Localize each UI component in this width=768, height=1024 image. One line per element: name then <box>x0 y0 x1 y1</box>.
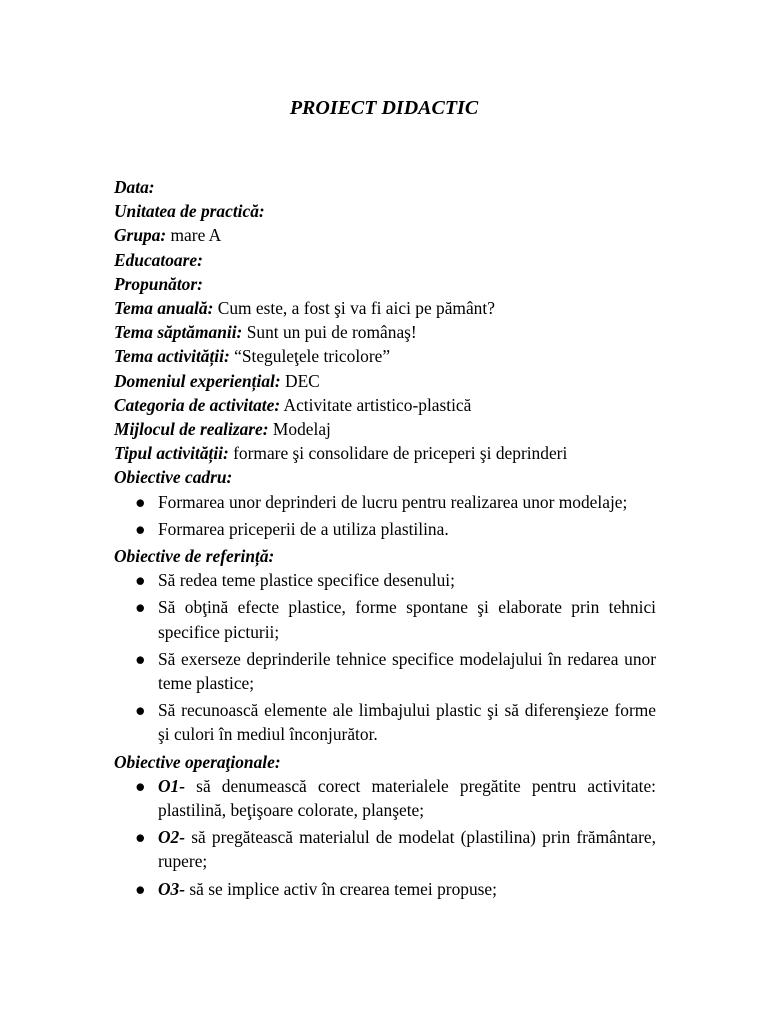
field-propunator <box>114 272 656 296</box>
list-item <box>114 698 656 746</box>
objective-code: O1- <box>158 775 186 796</box>
field-label: Domeniul experiențial: <box>114 370 281 391</box>
list-item-text: Să redea teme plastice specifice desenului; <box>158 570 455 591</box>
field-label: Data: <box>114 177 155 197</box>
list-item-text: să se implice activ în crearea temei propuse; <box>185 878 497 899</box>
field-tema-activitatii <box>114 344 656 368</box>
field-data <box>114 175 656 199</box>
field-label: Categoria de activitate: <box>114 394 281 415</box>
field-value: Cum este, a fost şi va fi aici pe pământ? <box>213 298 495 319</box>
bullet-icon: ● <box>135 518 146 539</box>
field-value: mare A <box>166 225 222 246</box>
field-value: Modelaj <box>268 419 331 440</box>
field-value: DEC <box>280 370 320 391</box>
list-item-text: să denumească corect materialele pregătite pentru activitate: plastilină, beţişoare colorate, planşete; <box>158 775 656 821</box>
objective-code: O3- <box>158 878 186 899</box>
list-item-text: Să exerseze deprinderile tehnice specifice modelajului în redarea unor teme plastice; <box>158 648 656 694</box>
field-educatoare <box>114 248 656 272</box>
section-heading-obiective-operationale: Obiective operaţionale: <box>114 751 281 772</box>
list-item <box>114 490 656 514</box>
list-item <box>114 517 656 541</box>
field-value: Sunt un pui de românaş! <box>242 322 417 343</box>
field-tema-saptamanii <box>114 320 656 344</box>
field-label: Tema săptămanii: <box>114 322 243 343</box>
list-obiective-cadru <box>114 490 656 541</box>
bullet-icon: ● <box>135 648 146 669</box>
list-item-text: Formarea unor deprinderi de lucru pentru realizarea unor modelaje; <box>158 491 628 512</box>
list-item-text: Să recunoască elemente ale limbajului plastic şi să diferenşieze forme şi culori în mediul înconjurător. <box>158 700 656 745</box>
field-value: formare şi consolidare de priceperi şi deprinderi <box>228 443 568 464</box>
bullet-icon: ● <box>135 827 146 848</box>
objective-code: O2- <box>158 827 186 848</box>
list-item <box>114 595 656 643</box>
list-item <box>114 774 656 822</box>
list-item-text: Să obţină efecte plastice, forme spontane şi elaborate prin tehnici specifice picturii; <box>158 597 656 642</box>
bullet-icon: ● <box>135 878 146 899</box>
field-unitatea <box>114 199 656 223</box>
bullet-icon: ● <box>135 597 146 618</box>
field-grupa <box>114 223 656 247</box>
list-item <box>114 647 656 695</box>
list-item-text: să pregătească materialul de modelat (plastilina) prin frământare, rupere; <box>158 827 656 872</box>
field-label: Tema activității: <box>114 346 230 367</box>
bullet-icon: ● <box>135 700 146 721</box>
field-label: Tipul activității: <box>114 443 229 464</box>
field-label: Mijlocul de realizare: <box>114 419 269 440</box>
list-item <box>114 825 656 873</box>
field-tipul <box>114 441 656 465</box>
field-tema-anuala <box>114 296 656 320</box>
field-value: Activitate artistico-plastică <box>280 394 472 415</box>
bullet-icon: ● <box>135 775 146 796</box>
field-label: Unitatea de practică: <box>114 201 265 222</box>
list-obiective-referinta <box>114 568 656 746</box>
list-item-text: Formarea priceperii de a utiliza plastilina. <box>158 518 449 539</box>
document-content <box>114 175 656 904</box>
field-label: Educatoare: <box>114 249 203 270</box>
section-heading-obiective-referinta: Obiective de referință: <box>114 546 275 567</box>
bullet-icon: ● <box>135 491 146 512</box>
list-obiective-operationale <box>114 774 656 901</box>
field-domeniul <box>114 369 656 393</box>
page-title: PROIECT DIDACTIC <box>289 97 479 119</box>
list-item <box>114 568 656 592</box>
field-label: Tema anuală: <box>114 298 214 319</box>
field-value: “Steguleţele tricolore” <box>229 346 391 367</box>
field-label: Grupa: <box>114 225 167 246</box>
list-item <box>114 877 656 901</box>
field-mijlocul <box>114 417 656 441</box>
field-label: Propunător: <box>114 273 203 294</box>
bullet-icon: ● <box>135 570 146 591</box>
section-heading-obiective-cadru: Obiective cadru: <box>114 467 233 488</box>
field-categoria <box>114 393 656 417</box>
